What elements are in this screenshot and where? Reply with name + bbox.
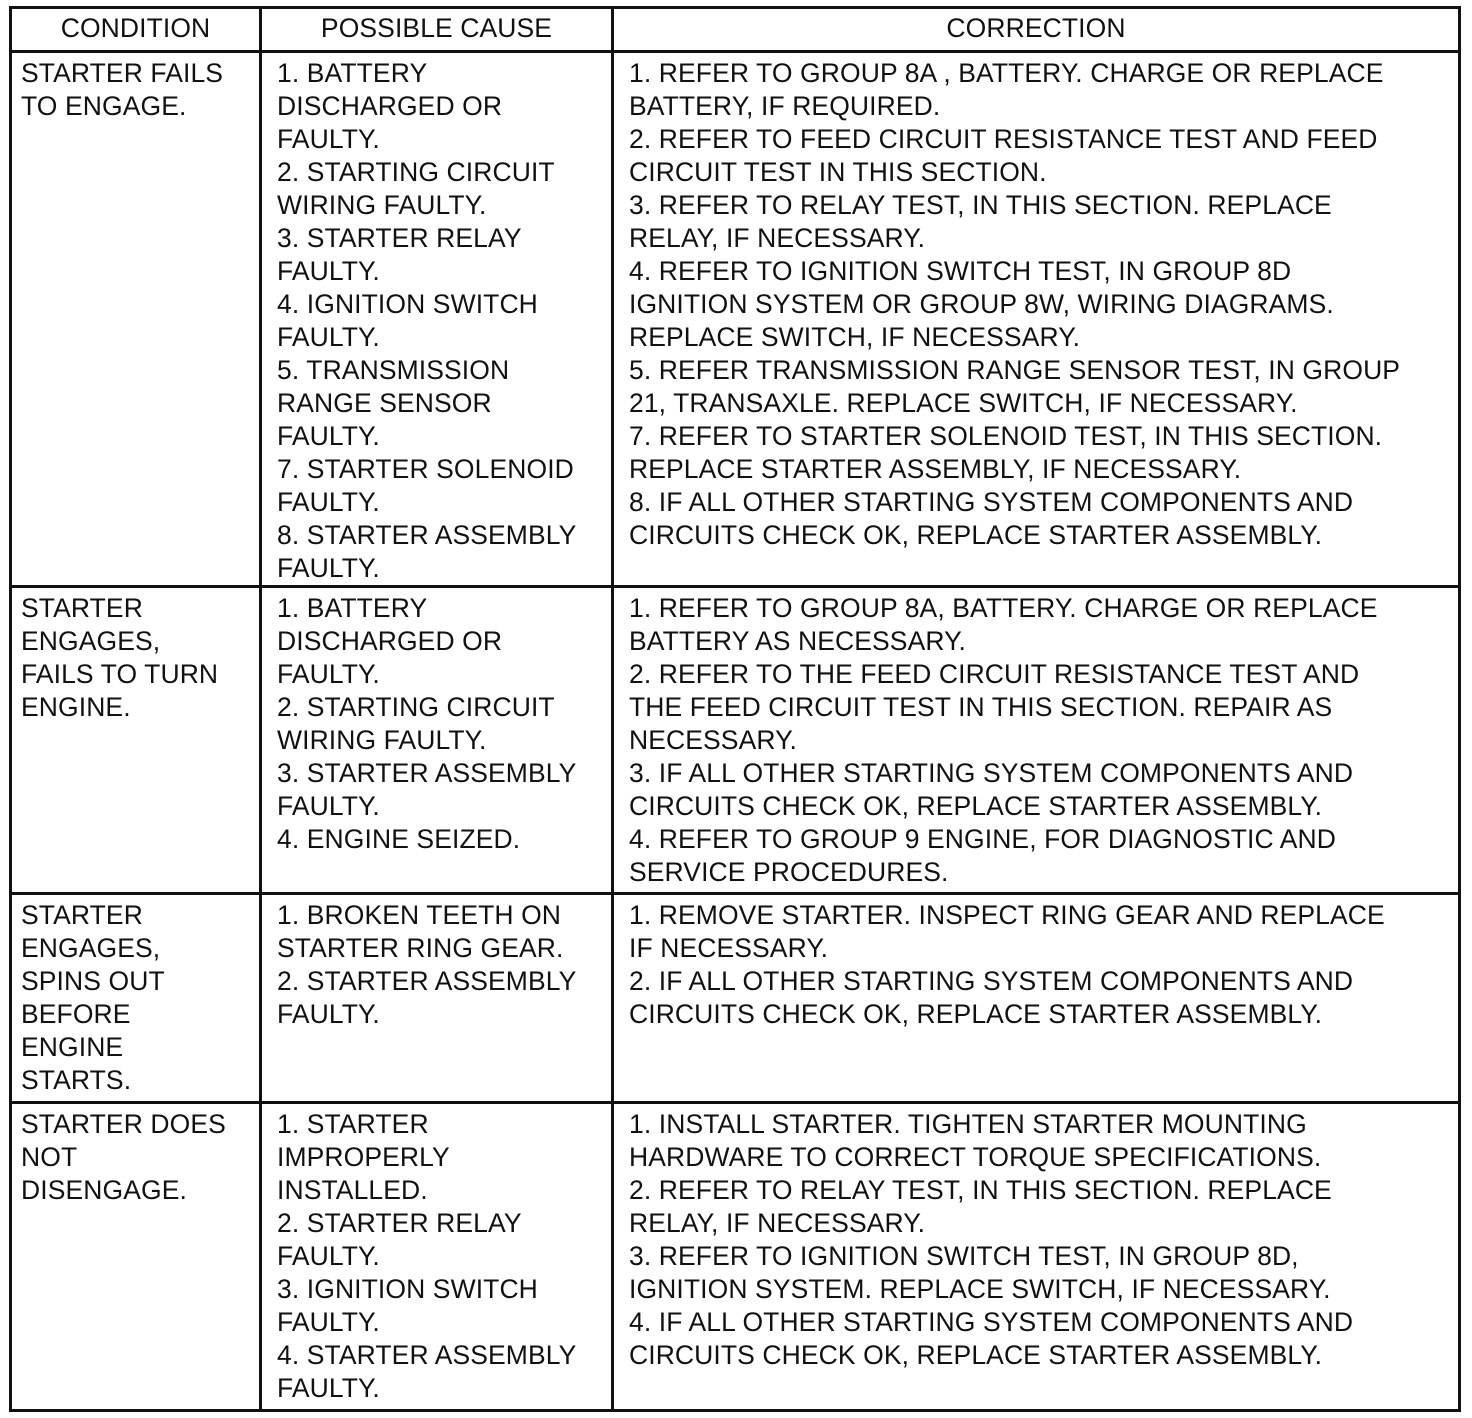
cause-text-line: 2. STARTER ASSEMBLY: [277, 966, 577, 996]
cause-text-line: 7. STARTER SOLENOID: [277, 454, 574, 484]
cause-text-line: 4. IGNITION SWITCH: [277, 289, 538, 319]
condition-text-line: STARTER FAILS: [21, 58, 224, 88]
correction-text-line: REPLACE SWITCH, IF NECESSARY.: [629, 322, 1081, 352]
cause-text-line: DISCHARGED OR: [277, 91, 503, 121]
correction-text-line: HARDWARE TO CORRECT TORQUE SPECIFICATIONS.: [629, 1142, 1322, 1172]
cause-text-line: 4. ENGINE SEIZED.: [277, 824, 521, 854]
correction-text-line: 4. REFER TO IGNITION SWITCH TEST, IN GROUP 8D: [629, 256, 1292, 286]
correction-text-line: 21, TRANSAXLE. REPLACE SWITCH, IF NECESSARY.: [629, 388, 1298, 418]
condition-text-line: STARTER: [21, 593, 143, 623]
header-correction: CORRECTION: [613, 8, 1460, 52]
correction-text-line: CIRCUIT TEST IN THIS SECTION.: [629, 157, 1047, 187]
correction-text-line: RELAY, IF NECESSARY.: [629, 223, 926, 253]
condition-text-line: ENGAGES,: [21, 933, 161, 963]
condition-text-line: FAILS TO TURN: [21, 659, 219, 689]
cause-text-line: FAULTY.: [277, 791, 380, 821]
cause-text-line: FAULTY.: [277, 999, 380, 1029]
correction-text-line: 8. IF ALL OTHER STARTING SYSTEM COMPONENTS AND: [629, 487, 1354, 517]
correction-text-line: CIRCUITS CHECK OK, REPLACE STARTER ASSEMBLY.: [629, 520, 1323, 550]
correction-text-line: 4. IF ALL OTHER STARTING SYSTEM COMPONENTS AND: [629, 1307, 1354, 1337]
cause-text-line: 2. STARTER RELAY: [277, 1208, 522, 1238]
correction-text-line: 2. REFER TO RELAY TEST, IN THIS SECTION. REPLACE: [629, 1175, 1332, 1205]
condition-text-line: STARTER: [21, 900, 143, 930]
cause-text-line: FAULTY.: [277, 553, 380, 583]
cause-text-line: FAULTY.: [277, 487, 380, 517]
correction-text-line: 2. IF ALL OTHER STARTING SYSTEM COMPONENTS AND: [629, 966, 1354, 996]
correction-text-line: 3. REFER TO RELAY TEST, IN THIS SECTION. REPLACE: [629, 190, 1332, 220]
table-row: [11, 894, 1460, 1103]
correction-text-line: CIRCUITS CHECK OK, REPLACE STARTER ASSEMBLY.: [629, 791, 1323, 821]
cause-text-line: 2. STARTING CIRCUIT: [277, 692, 555, 722]
condition-text-line: TO ENGAGE.: [21, 91, 187, 121]
correction-cell: [613, 52, 1460, 587]
correction-text-line: CIRCUITS CHECK OK, REPLACE STARTER ASSEMBLY.: [629, 1340, 1323, 1370]
possible-cause-cell: [261, 1103, 613, 1411]
cause-text-line: WIRING FAULTY.: [277, 190, 487, 220]
condition-text-line: BEFORE: [21, 999, 131, 1029]
correction-text-line: IGNITION SYSTEM OR GROUP 8W, WIRING DIAGRAMS.: [629, 289, 1334, 319]
cause-text-line: FAULTY.: [277, 659, 380, 689]
correction-text-line: 3. IF ALL OTHER STARTING SYSTEM COMPONENTS AND: [629, 758, 1354, 788]
cause-text-line: 4. STARTER ASSEMBLY: [277, 1340, 577, 1370]
correction-text-line: CIRCUITS CHECK OK, REPLACE STARTER ASSEMBLY.: [629, 999, 1323, 1029]
table-row: [11, 1103, 1460, 1411]
cause-text-line: 3. STARTER ASSEMBLY: [277, 758, 577, 788]
condition-cell: [11, 587, 261, 894]
possible-cause-cell: [261, 52, 613, 587]
correction-text-line: NECESSARY.: [629, 725, 797, 755]
correction-text-line: BATTERY, IF REQUIRED.: [629, 91, 941, 121]
cause-text-line: 1. BATTERY: [277, 58, 428, 88]
correction-text-line: 2. REFER TO FEED CIRCUIT RESISTANCE TEST AND FEED: [629, 124, 1378, 154]
cause-text-line: STARTER RING GEAR.: [277, 933, 564, 963]
cause-text-line: FAULTY.: [277, 256, 380, 286]
correction-text-line: BATTERY AS NECESSARY.: [629, 626, 966, 656]
cause-text-line: RANGE SENSOR: [277, 388, 492, 418]
cause-text-line: FAULTY.: [277, 1373, 380, 1403]
condition-cell: [11, 894, 261, 1103]
correction-text-line: 7. REFER TO STARTER SOLENOID TEST, IN THIS SECTION.: [629, 421, 1383, 451]
condition-cell: [11, 52, 261, 587]
cause-text-line: INSTALLED.: [277, 1175, 428, 1205]
cause-text-line: FAULTY.: [277, 322, 380, 352]
cause-text-line: 2. STARTING CIRCUIT: [277, 157, 555, 187]
cause-text-line: FAULTY.: [277, 421, 380, 451]
cause-text-line: FAULTY.: [277, 1241, 380, 1271]
table-row: [11, 587, 1460, 894]
correction-text-line: 1. REFER TO GROUP 8A , BATTERY. CHARGE OR REPLACE: [629, 58, 1384, 88]
correction-text-line: 5. REFER TRANSMISSION RANGE SENSOR TEST, IN GROUP: [629, 355, 1401, 385]
header-possible-cause: POSSIBLE CAUSE: [261, 8, 613, 52]
condition-text-line: DISENGAGE.: [21, 1175, 187, 1205]
correction-text-line: REPLACE STARTER ASSEMBLY, IF NECESSARY.: [629, 454, 1242, 484]
correction-text-line: 1. INSTALL STARTER. TIGHTEN STARTER MOUNTING: [629, 1109, 1307, 1139]
condition-text-line: SPINS OUT: [21, 966, 165, 996]
cause-text-line: FAULTY.: [277, 1307, 380, 1337]
possible-cause-cell: [261, 587, 613, 894]
correction-cell: [613, 587, 1460, 894]
correction-cell: [613, 894, 1460, 1103]
condition-text-line: NOT: [21, 1142, 78, 1172]
cause-text-line: 8. STARTER ASSEMBLY: [277, 520, 577, 550]
cause-text-line: IMPROPERLY: [277, 1142, 450, 1172]
cause-text-line: 1. BATTERY: [277, 593, 428, 623]
cause-text-line: FAULTY.: [277, 124, 380, 154]
cause-text-line: 3. STARTER RELAY: [277, 223, 522, 253]
correction-text-line: 3. REFER TO IGNITION SWITCH TEST, IN GROUP 8D,: [629, 1241, 1299, 1271]
cause-text-line: DISCHARGED OR: [277, 626, 503, 656]
correction-text-line: 1. REFER TO GROUP 8A, BATTERY. CHARGE OR REPLACE: [629, 593, 1378, 623]
correction-text-line: 2. REFER TO THE FEED CIRCUIT RESISTANCE TEST AND: [629, 659, 1360, 689]
table-body: [11, 52, 1460, 1411]
cause-text-line: 3. IGNITION SWITCH: [277, 1274, 538, 1304]
correction-text-line: SERVICE PROCEDURES.: [629, 857, 949, 887]
header-row: [11, 8, 1460, 52]
condition-text-line: ENGINE: [21, 1032, 124, 1062]
correction-cell: [613, 1103, 1460, 1411]
condition-cell: [11, 1103, 261, 1411]
cause-text-line: WIRING FAULTY.: [277, 725, 487, 755]
cause-text-line: 1. BROKEN TEETH ON: [277, 900, 562, 930]
correction-text-line: RELAY, IF NECESSARY.: [629, 1208, 926, 1238]
correction-text-line: 4. REFER TO GROUP 9 ENGINE, FOR DIAGNOSTIC AND: [629, 824, 1336, 854]
diagnosis-table: [9, 6, 1461, 1412]
cause-text-line: 1. STARTER: [277, 1109, 429, 1139]
correction-text-line: 1. REMOVE STARTER. INSPECT RING GEAR AND REPLACE: [629, 900, 1385, 930]
condition-text-line: STARTS.: [21, 1065, 132, 1095]
possible-cause-cell: [261, 894, 613, 1103]
header-condition: CONDITION: [11, 8, 261, 52]
correction-text-line: IGNITION SYSTEM. REPLACE SWITCH, IF NECESSARY.: [629, 1274, 1331, 1304]
cause-text-line: 5. TRANSMISSION: [277, 355, 510, 385]
correction-text-line: IF NECESSARY.: [629, 933, 829, 963]
table-row: [11, 52, 1460, 587]
condition-text-line: STARTER DOES: [21, 1109, 226, 1139]
correction-text-line: THE FEED CIRCUIT TEST IN THIS SECTION. REPAIR AS: [629, 692, 1333, 722]
condition-text-line: ENGAGES,: [21, 626, 161, 656]
condition-text-line: ENGINE.: [21, 692, 131, 722]
